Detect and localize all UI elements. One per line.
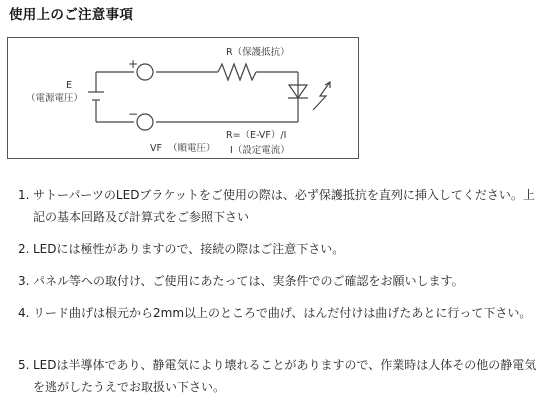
vf-label: （順電圧） [168, 143, 216, 154]
vf-symbol: VF [150, 143, 162, 154]
terminal-negative [137, 114, 153, 130]
note-number: 3. [18, 274, 30, 288]
source-label: E [66, 80, 73, 91]
minus-sign: − [128, 107, 139, 121]
note-text: サトーパーツのLEDブラケットをご使用の際は、必ず保護抵抗を直列に挿入してください。上記の基本回路及び計算式をご参照下さい [33, 188, 535, 224]
note-number: 5. [18, 358, 30, 372]
note-number: 1. [18, 188, 30, 202]
note-number: 4. [18, 306, 30, 320]
page-title: 使用上のご注意事項 [9, 7, 134, 23]
note-number: 2. [18, 242, 30, 256]
note-text: LEDは半導体であり、静電気により壊れることがありますので、作業時は人体その他の静電気を逃がしたうえでお取扱い下さい。 [33, 358, 537, 394]
circuit-diagram [7, 37, 359, 159]
note-text: リード曲げは根元から2mm以上のところで曲げ、はんだ付けは曲げたあとに行って下さい。 [33, 306, 532, 320]
plus-sign: + [128, 57, 139, 71]
resistor-formula: R=（E-VF）/I [226, 130, 287, 141]
terminal-positive [137, 64, 153, 80]
resistor-label: R（保護抵抗） [226, 47, 290, 58]
source-sublabel: （電源電圧） [26, 93, 84, 104]
light-emission-arrow [313, 82, 330, 110]
note-text: パネル等への取付け、ご使用にあたっては、実条件でのご確認をお願いします。 [33, 274, 464, 288]
current-label: I（設定電流） [230, 145, 290, 156]
note-text: LEDには極性がありますので、接続の際はご注意下さい。 [33, 242, 345, 256]
resistor-symbol [218, 64, 256, 80]
